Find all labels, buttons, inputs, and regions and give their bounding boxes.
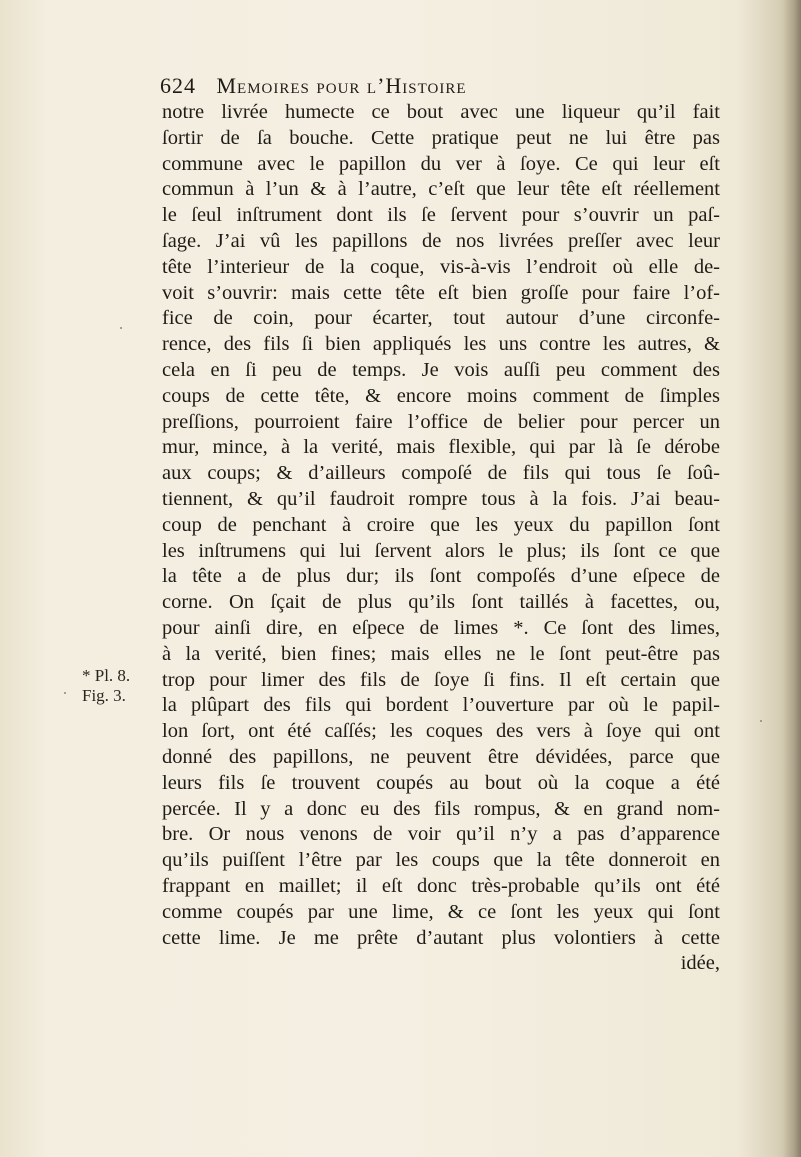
body-text [162, 100, 720, 977]
margin-note-figure: Fig. 3. [82, 686, 126, 705]
text-line: tiennent, & qu’il faudroit rompre tous à la fois. J’ai beau- [162, 487, 720, 510]
text-line: ſage. J’ai vû les papillons de nos livrées preſſer avec leur [162, 229, 720, 252]
text-line: leurs fils ſe trouvent coupés au bout où la coque a été [162, 771, 720, 794]
text-line: mur, mince, à la verité, mais flexible, qui par là ſe dérobe [162, 436, 720, 459]
text-line: commun à l’un & à l’autre, c’eſt que leur tête eſt réellement [162, 178, 720, 201]
text-line: pour ainſi dire, en eſpece de limes *. Ce ſont des limes, [162, 616, 720, 639]
text-line: aux coups; & d’ailleurs compoſé de fils qui tous ſe ſoû- [162, 462, 720, 485]
text-line: notre livrée humecte ce bout avec une liqueur qu’il fait [162, 101, 720, 123]
margin-reference-note [82, 666, 130, 706]
margin-note-plate: * Pl. 8. [82, 666, 131, 685]
text-line: les inſtrumens qui lui ſervent alors le plus; ils ſont ce que [162, 539, 720, 562]
running-header [160, 73, 720, 99]
text-line: percée. Il y a donc eu des fils rompus, & en grand nom- [162, 797, 720, 820]
text-line: idée, [680, 952, 720, 975]
text-line: qu’ils puiſſent l’être par les coups que la tête donneroit en [162, 849, 720, 872]
text-line: la tête a de plus dur; ils ſont compoſés d’une eſpece de [162, 565, 720, 588]
paper-speck [760, 720, 762, 722]
text-line: ſortir de ſa bouche. Cette pratique peut ne lui être pas [162, 126, 720, 149]
text-line: corne. On ſçait de plus qu’ils ſont taillés à facettes, ou, [162, 591, 720, 614]
text-line: bre. Or nous venons de voir qu’il n’y a pas d’apparence [162, 823, 720, 846]
text-line: lon ſort, ont été caſſés; les coques des vers à ſoye qui ont [162, 720, 720, 743]
text-line: la plûpart des fils qui bordent l’ouverture par où le papil- [162, 694, 720, 717]
text-line: trop pour limer des fils de ſoye ſi fins. Il eſt certain que [162, 668, 720, 691]
page-number: 624 [160, 73, 196, 98]
text-line: voit s’ouvrir: mais cette tête eſt bien groſſe pour faire l’of- [162, 281, 720, 304]
text-line: tête l’interieur de la coque, vis-à-vis l’endroit où elle de- [162, 255, 720, 278]
text-line: cette lime. Je me prête d’autant plus volontiers à cette [162, 926, 720, 949]
page-edge-shadow [783, 0, 801, 1157]
text-line: le ſeul inſtrument dont ils ſe ſervent pour s’ouvrir un paſ- [162, 204, 720, 227]
text-line: comme coupés par une lime, & ce ſont les yeux qui ſont [162, 900, 720, 923]
text-line: coup de penchant à croire que les yeux du papillon ſont [162, 513, 720, 536]
text-line: cela en ſi peu de temps. Je vois auſſi peu comment des [162, 358, 720, 381]
text-line: à la verité, bien fines; mais elles ne le ſont peut-être pas [162, 642, 720, 665]
text-line: fice de coin, pour écarter, tout autour d’une circonfe- [162, 307, 720, 330]
running-head-title: Memoires pour l’Histoire [216, 73, 467, 98]
text-line: donné des papillons, ne peuvent être dévidées, parce que [162, 745, 720, 768]
paper-speck [64, 692, 66, 694]
text-line: coups de cette tête, & encore moins comment de ſimples [162, 384, 720, 407]
text-line: preſſions, pourroient faire l’office de belier pour percer un [162, 410, 720, 433]
text-line: rence, des fils ſi bien appliqués les uns contre les autres, & [162, 333, 720, 356]
paper-speck [120, 327, 122, 329]
text-line: frappant en maillet; il eſt donc très-probable qu’ils ont été [162, 874, 720, 897]
text-line: commune avec le papillon du ver à ſoye. Ce qui leur eſt [162, 152, 720, 175]
